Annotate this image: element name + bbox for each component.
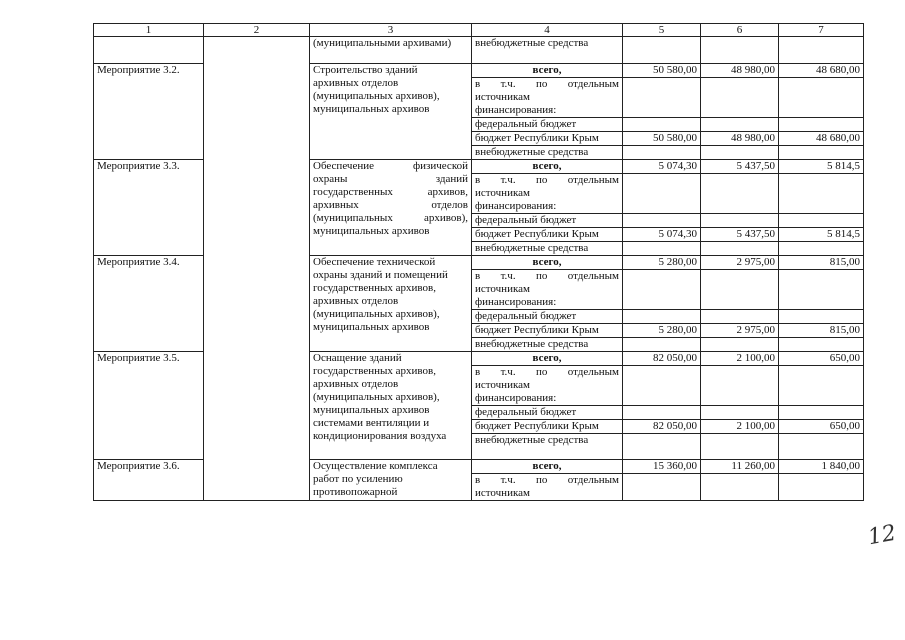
source-incl: финансирования: xyxy=(472,104,623,118)
value-cell: 48 980,00 xyxy=(701,64,779,78)
column-number: 4 xyxy=(472,24,623,37)
source-total: всего, xyxy=(472,256,623,270)
source-extra: внебюджетные средства xyxy=(472,434,623,460)
source-incl: в т.ч. по отдельным xyxy=(472,474,623,488)
value-cell: 815,00 xyxy=(779,256,864,270)
value-cell: 48 980,00 xyxy=(701,132,779,146)
source-total: всего, xyxy=(472,352,623,366)
value-cell: 82 050,00 xyxy=(623,420,701,434)
value-cell: 5 280,00 xyxy=(623,324,701,338)
value-cell: 650,00 xyxy=(779,420,864,434)
value-cell: 2 975,00 xyxy=(701,256,779,270)
value-cell: 5 280,00 xyxy=(623,256,701,270)
event-description: Обеспечение технической охраны зданий и помещений государственных архивов, архивных отделов (муниципальных архивов), муниципальных архивов xyxy=(310,256,472,352)
value-cell: 1 840,00 xyxy=(779,460,864,474)
event-name: Мероприятие 3.6. xyxy=(94,460,204,501)
source-incl: финансирования: xyxy=(472,392,623,406)
value-cell: 815,00 xyxy=(779,324,864,338)
value-cell: 11 260,00 xyxy=(701,460,779,474)
source-incl: в т.ч. по отдельным xyxy=(472,270,623,284)
value-cell: 5 814,5 xyxy=(779,160,864,174)
source-incl: источникам xyxy=(472,91,623,104)
value-cell: 5 074,30 xyxy=(623,228,701,242)
event-description: Оснащение зданий государственных архивов, архивных отделов (муниципальных архивов), муниципальных архивов системами вентиляции и кондиционирования воздуха xyxy=(310,352,472,460)
value-cell: 50 580,00 xyxy=(623,64,701,78)
source-republic: бюджет Республики Крым xyxy=(472,420,623,434)
value-cell: 50 580,00 xyxy=(623,132,701,146)
value-cell: 5 074,30 xyxy=(623,160,701,174)
source-extra: внебюджетные средства xyxy=(472,338,623,352)
source-total: всего, xyxy=(472,160,623,174)
source-republic: бюджет Республики Крым xyxy=(472,324,623,338)
value-cell: 5 437,50 xyxy=(701,228,779,242)
column-number: 6 xyxy=(701,24,779,37)
source-incl: финансирования: xyxy=(472,200,623,214)
source-incl: источникам xyxy=(472,487,623,501)
source-federal: федеральный бюджет xyxy=(472,118,623,132)
continuation-row xyxy=(94,37,864,64)
event-description: Осуществление комплекса работ по усилению противопожарной xyxy=(310,460,472,501)
event-description: Строительство зданий архивных отделов (муниципальных архивов), муниципальных архивов xyxy=(310,64,472,160)
source-incl: в т.ч. по отдельным xyxy=(472,78,623,92)
source-total: всего, xyxy=(472,64,623,78)
source-incl: источникам xyxy=(472,283,623,296)
value-cell: 48 680,00 xyxy=(779,64,864,78)
event-name: Мероприятие 3.4. xyxy=(94,256,204,352)
value-cell: 2 100,00 xyxy=(701,352,779,366)
budget-table xyxy=(93,23,864,501)
value-cell: 48 680,00 xyxy=(779,132,864,146)
source-extra: внебюджетные средства xyxy=(472,146,623,160)
value-cell: 2 100,00 xyxy=(701,420,779,434)
source-republic: бюджет Республики Крым xyxy=(472,228,623,242)
source-incl: источникам xyxy=(472,187,623,200)
value-cell: 2 975,00 xyxy=(701,324,779,338)
value-cell: 15 360,00 xyxy=(623,460,701,474)
value-cell: 5 814,5 xyxy=(779,228,864,242)
continuation-description: (муниципальными архивами) xyxy=(310,37,472,64)
source-extra: внебюджетные средства xyxy=(472,242,623,256)
continuation-source: внебюджетные средства xyxy=(472,37,623,64)
source-incl: источникам xyxy=(472,379,623,392)
column-number: 5 xyxy=(623,24,701,37)
responsible-column-empty xyxy=(204,37,310,501)
budget-table-sheet xyxy=(93,23,863,501)
event-description: Обеспечение физической охраны зданий государственных архивов, архивных отделов (муниципальных архивов), муниципальных архивов xyxy=(310,160,472,256)
source-incl: в т.ч. по отдельным xyxy=(472,174,623,188)
column-number: 7 xyxy=(779,24,864,37)
source-federal: федеральный бюджет xyxy=(472,214,623,228)
value-cell: 5 437,50 xyxy=(701,160,779,174)
column-number-row xyxy=(94,24,864,37)
value-cell: 650,00 xyxy=(779,352,864,366)
source-incl: в т.ч. по отдельным xyxy=(472,366,623,380)
source-federal: федеральный бюджет xyxy=(472,310,623,324)
value-cell: 82 050,00 xyxy=(623,352,701,366)
event-name: Мероприятие 3.2. xyxy=(94,64,204,160)
source-incl: финансирования: xyxy=(472,296,623,310)
column-number: 3 xyxy=(310,24,472,37)
source-republic: бюджет Республики Крым xyxy=(472,132,623,146)
source-total: всего, xyxy=(472,460,623,474)
event-name: Мероприятие 3.3. xyxy=(94,160,204,256)
handwritten-page-number: 12 xyxy=(866,520,898,551)
column-number: 2 xyxy=(204,24,310,37)
source-federal: федеральный бюджет xyxy=(472,406,623,420)
event-name: Мероприятие 3.5. xyxy=(94,352,204,460)
column-number: 1 xyxy=(94,24,204,37)
